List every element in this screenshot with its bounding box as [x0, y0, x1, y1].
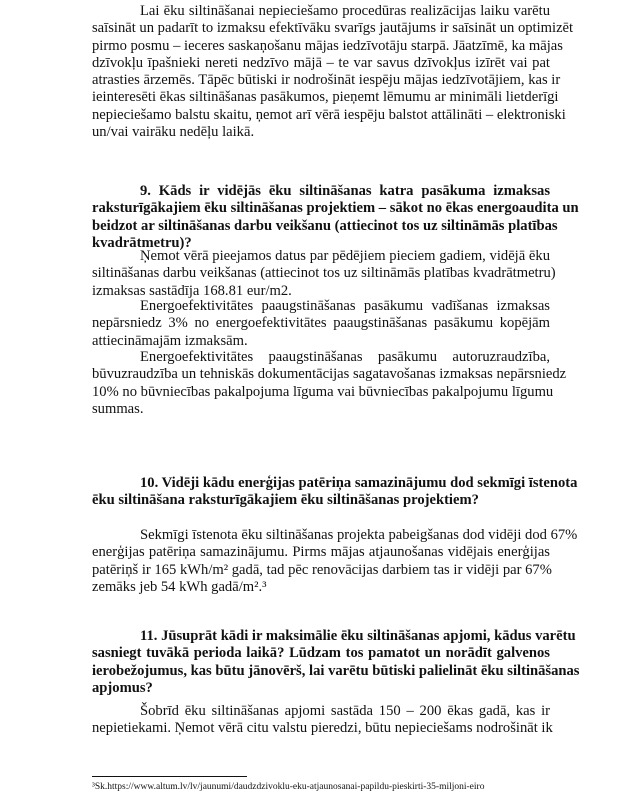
question-10 [92, 475, 578, 510]
text-line: 11. Jūsuprāt kādi ir maksimālie ēku siltināšanas apjomi, kādus varētu [140, 628, 576, 644]
text-line: enerģijas patēriņa samazinājumu. Pirms mājas atjaunošanas vidējais enerģijas [92, 544, 550, 561]
text-line: izmaksas sastādīja 168.81 eur/m2. [92, 282, 292, 299]
text-line: Šobrīd ēku siltināšanas apjomi sastāda 150 – 200 ēkas gadā, kas ir [140, 703, 550, 719]
text-line: 10% no būvniecības pakalpojuma līguma vai būvniecības pakalpojumu līgumu [92, 383, 554, 400]
answer-9-costs [92, 248, 556, 300]
text-line: Lai ēku siltināšanai nepieciešamo procedūras realizācijas laiku varētu [140, 3, 550, 19]
text-line: patēriņš ir 165 kWh/m² gadā, tad pēc renovācijas darbiem tas ir vidēji par 67% [92, 561, 552, 578]
text-line: būvuzraudzība un tehniskās dokumentācijas sagatavošanas izmaksas nepārsniedz [92, 366, 567, 383]
text-line: Energoefektivitātes paaugstināšanas pasākumu vadīšanas izmaksas [140, 298, 550, 314]
text-line: attiecināmajām izmaksām. [92, 332, 248, 349]
text-line: Energoefektivitātes paaugstināšanas pasākumu autoruzraudzība, [140, 349, 550, 365]
text-line: pirmo posmu – ieceres saskaņošanu mājas iedzīvotāju starpā. Jāatzīmē, ka mājas [92, 37, 563, 54]
answer-9-supervision [92, 349, 567, 418]
text-line: kvadrātmetru)? [92, 234, 192, 251]
text-line: siltināšanas darbu veikšanas (attiecinot tos uz siltināmās platības kvadrātmetru) [92, 265, 556, 282]
question-11 [92, 628, 580, 697]
footnote: ³Sk.https://www.altum.lv/lv/jaunumi/daudzdzivoklu-eku-atjaunosanai-papildu-pieskirti-35-miljoni-eiro [92, 782, 485, 792]
footnote-separator [92, 776, 247, 777]
text-line: 9. Kāds ir vidējās ēku siltināšanas katra pasākuma izmaksas [140, 183, 550, 199]
text-line: ieinteresēti ēkas siltināšanas pasākumos, pieņemt lēmumu ar minimāli lietderīgi [92, 89, 559, 106]
text-line: saīsināt un padarīt to izmaksu efektīvāku svarīgs jautājums ir saīsināt un optimizēt [92, 20, 574, 37]
text-line: nepietiekami. Ņemot vērā citu valstu pieredzi, būtu nepieciešams nodrošināt ik [92, 720, 553, 737]
text-line: ēku siltināšana raksturīgākajiem ēku siltināšanas projektiem? [92, 492, 479, 509]
text-line: dzīvokļu īpašnieki nereti nedzīvo mājā – te var savus dzīvokļus izīrēt vai pat [92, 54, 550, 71]
text-line: zemāks jeb 54 kWh gadā/m².³ [92, 578, 267, 595]
text-line: nepieciešamo balstu skaitu, ņemot arī vērā iespēju balstot attālināti – elektroniski [92, 106, 566, 123]
text-line: sasniegt tuvākā perioda laikā? Lūdzam tos pamatot un norādīt galvenos [92, 645, 550, 662]
text-line: atrasties ārzemēs. Tāpēc būtiski ir nodrošināt iespēju mājas iedzīvotājiem, kas ir [92, 72, 561, 89]
text-line: raksturīgākajiem ēku siltināšanas projektiem – sākot no ēkas energoaudita un [92, 200, 579, 217]
answer-10 [92, 527, 578, 596]
text-line: apjomus? [92, 679, 153, 696]
text-line: Ņemot vērā pieejamos datus par pēdējiem pieciem gadiem, vidējā ēku [140, 248, 550, 264]
answer-9-management [92, 298, 550, 350]
paragraph-intro [92, 3, 574, 141]
text-line: nepārsniedz 3% no energoefektivitātes paaugstināšanas pasākumu kopējām [92, 315, 550, 332]
text-line: un/vai vairāku nedēļu laikā. [92, 124, 255, 141]
question-9 [92, 183, 579, 252]
text-line: summas. [92, 400, 144, 417]
text-line: 10. Vidēji kādu enerģijas patēriņa samazinājumu dod sekmīgi īstenota [140, 475, 578, 491]
text-line: beidzot ar siltināšanas darbu veikšanu (attiecinot tos uz siltināmās platības [92, 217, 558, 234]
text-line: ierobežojumus, kas būtu jānovērš, lai varētu būtiski palielināt ēku siltināšanas [92, 662, 580, 679]
answer-11 [92, 703, 553, 738]
text-line: Sekmīgi īstenota ēku siltināšanas projekta pabeigšanas dod vidēji dod 67% [140, 527, 578, 543]
